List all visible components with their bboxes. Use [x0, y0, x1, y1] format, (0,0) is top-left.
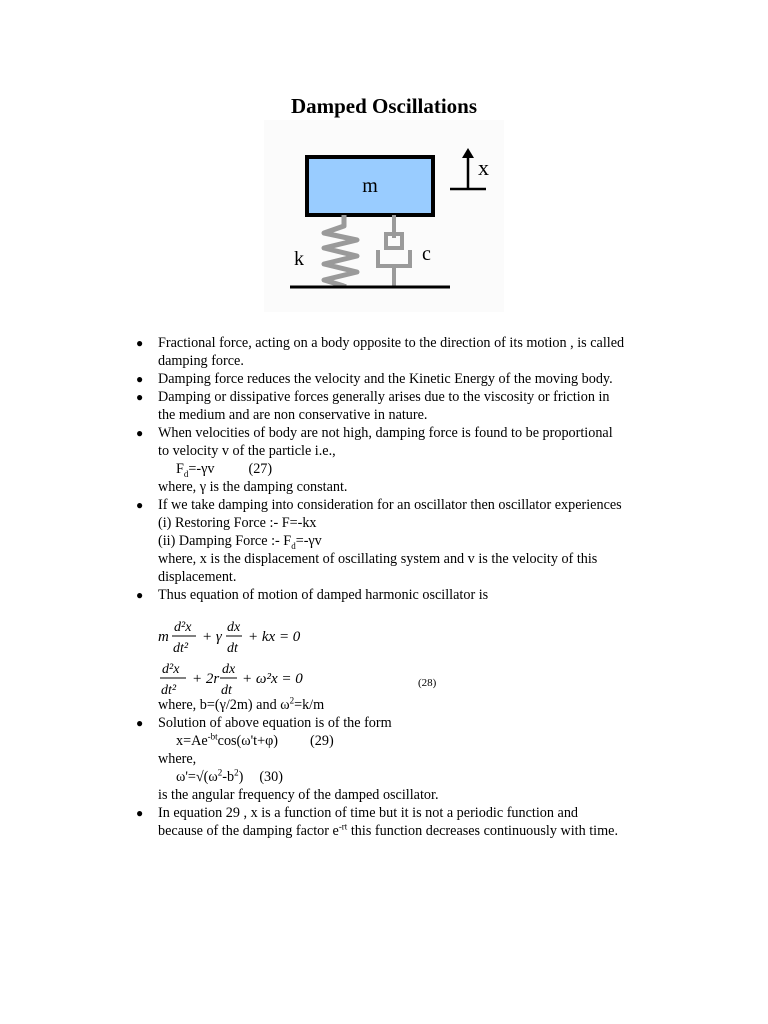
- equation-number: (29): [310, 733, 334, 749]
- bullet-icon: ●: [136, 372, 144, 386]
- item-text-line: Damping or dissipative forces generally arises due to the viscosity or friction in: [158, 389, 610, 405]
- item-text-line: Fractional force, acting on a body opposite to the direction of its motion , is called: [158, 335, 625, 351]
- eq1-denominator: dt²: [173, 641, 189, 656]
- equation-number: (27): [248, 461, 273, 477]
- list-item: [136, 496, 666, 586]
- list-item: [136, 714, 666, 804]
- equations-of-motion: [156, 604, 666, 696]
- bullet-icon: ●: [136, 498, 144, 512]
- damper-label: c: [422, 243, 431, 265]
- list-item: [136, 424, 666, 496]
- eq2-dt: dt: [221, 683, 232, 696]
- item-text-line: If we take damping into consideration for an oscillator then oscillator experiences: [158, 497, 622, 513]
- eq2-tail: + ω²x = 0: [242, 671, 303, 687]
- item-text-line: where, γ is the damping constant.: [158, 479, 348, 495]
- bullet-icon: ●: [136, 806, 144, 820]
- item-text-line: the medium and are non conservative in nature.: [158, 407, 428, 423]
- item-text-line: damping force.: [158, 353, 244, 369]
- bullet-icon: ●: [136, 426, 144, 440]
- bullet-icon: ●: [136, 336, 144, 350]
- equation-27: $F_d=-\gamma v$ (27): [176, 461, 273, 479]
- item-text-line: When velocities of body are not high, damping force is found to be proportional: [158, 425, 613, 441]
- equation-number: (28): [418, 677, 437, 689]
- item-text-line: Thus equation of motion of damped harmonic oscillator is: [158, 587, 489, 603]
- equation-29: $x=Ae^{-bt}\cos(\omega't+\varphi)$ (29): [176, 731, 334, 749]
- bullet-list: [136, 334, 666, 840]
- restoring-force-line: (i) Restoring Force :- F=-kx: [158, 515, 317, 531]
- item-text-line: where, x is the displacement of oscillating system and v is the velocity of this: [158, 551, 598, 567]
- list-item: [136, 334, 666, 370]
- axis-label: x: [478, 155, 489, 180]
- mass-label: m: [362, 175, 378, 197]
- equation-30: $\omega'=√(\omega^2-b^2)$ (30): [176, 767, 283, 785]
- spring-label: k: [294, 248, 304, 270]
- eq2-numerator: d²x: [162, 662, 180, 677]
- item-text-line: Damping force reduces the velocity and the Kinetic Energy of the moving body.: [158, 371, 613, 387]
- equation-number: (30): [259, 769, 283, 785]
- bullet-icon: ●: [136, 390, 144, 404]
- eq1-dx: dx: [227, 620, 241, 635]
- damping-factor-line: because of the damping factor $e^{-rt}$ this function decreases continuously with time.: [158, 821, 619, 839]
- list-item: [136, 370, 666, 388]
- bullet-icon: ●: [136, 716, 144, 730]
- eq1-numerator: d²x: [174, 620, 192, 635]
- equation-28-block: [156, 604, 476, 696]
- item-text-line: where,: [158, 751, 197, 767]
- bullet-icon: ●: [136, 588, 144, 602]
- damping-force-line: (ii) Damping Force :- $F_d=-\gamma v$: [158, 533, 322, 551]
- eq2-dx: dx: [222, 662, 236, 677]
- oscillator-diagram: [264, 120, 504, 312]
- eq2-denominator: dt²: [161, 683, 177, 696]
- where-line: where, b=(γ/2m) and $\omega^2=k/m$: [158, 695, 325, 713]
- eq1-gamma-term: + γ: [202, 629, 222, 645]
- eq1-mass: m: [158, 629, 169, 645]
- damped-oscillator-figure: [264, 120, 504, 312]
- list-item: [136, 586, 666, 714]
- eq2-2r-term: + 2r: [192, 671, 220, 687]
- list-item: [136, 388, 666, 424]
- page-title: Damped Oscillations: [290, 94, 478, 118]
- item-text-line: Solution of above equation is of the form: [158, 715, 392, 731]
- item-text-line: In equation 29 , x is a function of time but it is not a periodic function and: [158, 805, 579, 821]
- item-text-line: displacement.: [158, 569, 237, 585]
- eq1-tail: + kx = 0: [248, 629, 301, 645]
- item-text-line: is the angular frequency of the damped oscillator.: [158, 787, 439, 803]
- item-text-line: to velocity v of the particle i.e.,: [158, 443, 336, 459]
- list-item: [136, 804, 666, 840]
- eq1-dt: dt: [227, 641, 238, 656]
